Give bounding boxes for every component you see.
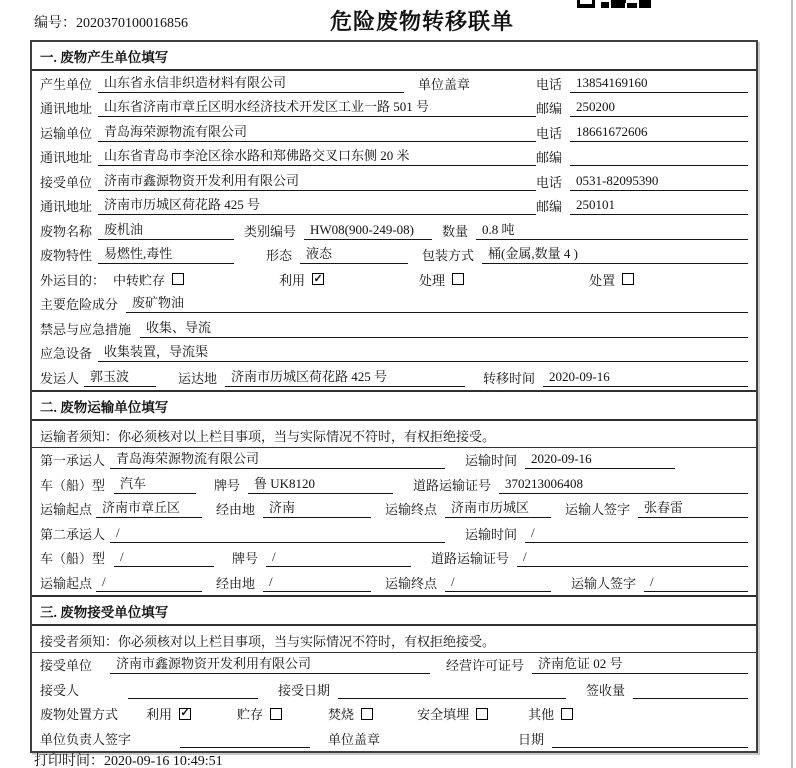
code-label: 类别编号 (244, 223, 297, 239)
row-producer-address (32, 96, 756, 121)
carrier-sign-value: 张春雷 (638, 499, 748, 518)
serial-number: 2020370100016856 (76, 16, 188, 31)
row-hazard-component (32, 292, 756, 317)
row-route2 (32, 570, 756, 595)
unit-seal-label: 单位盖章 (328, 731, 381, 747)
receiver-address-value: 济南市历城区荷花路 425 号 (98, 196, 536, 215)
row-accept-unit (32, 653, 756, 678)
row-waste-traits (32, 243, 756, 268)
disposal-option-landfill (417, 704, 488, 723)
receiver-zip-group (536, 196, 748, 215)
route-end-value: 济南市历城区 (445, 499, 551, 518)
license-label: 经营许可证号 (446, 658, 525, 674)
carrier1-label: 第一承运人 (40, 453, 106, 469)
receiver-phone-group (536, 172, 748, 191)
row-vehicle2 (32, 546, 756, 571)
transport-time-label: 运输时间 (465, 526, 518, 542)
form-state-label: 形态 (266, 248, 293, 264)
option-label: 贮存 (237, 707, 264, 723)
section1-header: 一. 废物产生单位填写 (32, 42, 756, 71)
carrier-sign-label: 运输人签字 (571, 575, 637, 591)
responsible-sign-label: 单位负责人签字 (40, 731, 132, 747)
date-value (552, 729, 748, 748)
row-producer (32, 71, 756, 96)
transfer-time-value: 2020-09-16 (543, 368, 748, 387)
zip-label: 邮编 (536, 150, 563, 166)
transporter-label: 运输单位 (40, 125, 93, 141)
row-responsible-sign (32, 726, 756, 751)
waste-name-label: 废物名称 (40, 223, 93, 239)
phone-label: 电话 (536, 125, 563, 141)
disposal-option-other (528, 704, 573, 723)
purpose-option-treat (419, 270, 464, 289)
disposal-option-utilize (146, 704, 191, 723)
row-receiver-address (32, 194, 756, 219)
accept-date-value (338, 680, 566, 699)
route-end-label: 运输终点 (385, 502, 438, 518)
waste-traits-label: 废物特性 (40, 248, 93, 264)
plate-label: 牌号 (232, 551, 259, 567)
checkbox-mark: ✓ (180, 707, 190, 720)
hazard-value: 废矿物油 (126, 294, 748, 313)
checkbox-icon (270, 708, 282, 720)
row-route1 (32, 497, 756, 522)
vehicle-type-label: 车（船）型 (40, 477, 106, 493)
license-value: 济南危证 02 号 (532, 655, 748, 674)
address-label: 通讯地址 (40, 199, 93, 215)
via-label: 经由地 (216, 502, 256, 518)
road-cert-value: / (517, 548, 748, 567)
transfer-time-label: 转移时间 (483, 370, 536, 386)
disposal-option-incinerate (328, 704, 373, 723)
phone-label: 电话 (536, 174, 563, 190)
route-start-value: / (96, 573, 202, 592)
acceptor-value (128, 680, 258, 699)
disposal-option-store (237, 704, 282, 723)
dispatcher-label: 发运人 (40, 370, 80, 386)
row-waste-name (32, 218, 756, 243)
checkbox-icon (561, 708, 573, 720)
transport-time-label: 运输时间 (465, 453, 518, 469)
qr-code-partial-icon (575, 0, 653, 8)
producer-phone-group (536, 74, 748, 93)
dispatcher-value: 郭玉波 (84, 368, 156, 387)
section3-notice: 接受者须知：你必须核对以上栏目事项，当与实际情况不符时，有权拒绝接受。 (32, 626, 756, 653)
destination-value: 济南市历城区荷花路 425 号 (225, 368, 465, 387)
row-carrier2 (32, 521, 756, 546)
pack-label: 包装方式 (422, 248, 475, 264)
receipt-qty-value (633, 680, 748, 699)
page-title: 危险废物转移联单 (330, 9, 515, 34)
vehicle-type-label: 车（船）型 (40, 551, 106, 567)
zip-label: 邮编 (536, 101, 563, 117)
equipment-value: 收集装置，导流渠 (98, 343, 748, 362)
purpose-option-dispose (589, 270, 634, 289)
row-emergency-equipment (32, 341, 756, 366)
transporter-phone-group (536, 123, 748, 142)
receiver-label: 接受单位 (40, 174, 93, 190)
address-label: 通讯地址 (40, 101, 93, 117)
equipment-label: 应急设备 (40, 346, 93, 362)
accept-date-label: 接受日期 (278, 682, 331, 698)
checkbox-icon (172, 273, 184, 285)
section2-notice: 运输者须知：你必须核对以上栏目事项，当与实际情况不符时，有权拒绝接受。 (32, 421, 756, 448)
row-transporter-address (32, 145, 756, 170)
option-label: 焚烧 (328, 707, 355, 723)
carrier2-time-value: / (525, 524, 748, 543)
road-cert-label: 道路运输证号 (413, 477, 492, 493)
row-receiver (32, 169, 756, 194)
route-start-label: 运输起点 (40, 502, 93, 518)
transporter-address-value: 山东省青岛市李沧区徐水路和郑佛路交叉口东侧 20 米 (98, 147, 536, 166)
zip-label: 邮编 (536, 199, 563, 215)
purpose-label: 外运目的： (40, 272, 106, 288)
plate-label: 牌号 (214, 477, 241, 493)
option-label: 利用 (279, 272, 306, 288)
serial-number-line (34, 12, 188, 32)
row-taboo-measures (32, 316, 756, 341)
checkbox-mark: ✓ (313, 272, 323, 285)
vehicle-type-value: / (114, 548, 214, 567)
hazard-label: 主要危险成分 (40, 297, 119, 313)
receipt-qty-label: 签收量 (586, 682, 626, 698)
carrier2-label: 第二承运人 (40, 526, 106, 542)
plate-value: 鲁 UK8120 (248, 475, 393, 494)
option-label: 安全填埋 (417, 707, 470, 723)
producer-zip-value: 250200 (570, 98, 748, 117)
waste-name-value: 废机油 (98, 221, 234, 240)
carrier1-value: 青岛海荣源物流有限公司 (110, 450, 445, 469)
purpose-option-utilize (279, 270, 324, 289)
purpose-option-transfer-storage (113, 270, 184, 289)
producer-phone-value: 13854169160 (570, 74, 748, 93)
checkbox-icon (476, 708, 488, 720)
form-state-value: 液态 (300, 245, 408, 264)
accept-unit-value: 济南市鑫源物资开发利用有限公司 (110, 655, 430, 674)
road-cert-value: 370213006408 (499, 475, 748, 494)
receiver-phone-value: 0531-82095390 (570, 172, 748, 191)
transporter-value: 青岛海荣源物流有限公司 (98, 123, 536, 142)
producer-address-value: 山东省济南市章丘区明水经济技术开发区工业一路 501 号 (98, 98, 536, 117)
carrier2-value: / (110, 524, 445, 543)
row-dispatch (32, 365, 756, 390)
pack-value: 桶(金属,数量 4 ) (482, 245, 748, 264)
transporter-zip-value (570, 147, 748, 166)
taboo-label: 禁忌与应急措施 (40, 321, 132, 337)
row-transporter (32, 120, 756, 145)
phone-label: 电话 (535, 76, 562, 92)
transfer-form-table (30, 40, 758, 753)
vehicle-type-value: 汽车 (114, 475, 196, 494)
code-value: HW08(900-249-08) (304, 221, 432, 240)
row-vehicle1 (32, 472, 756, 497)
row-acceptor (32, 677, 756, 702)
print-time-value: 2020-09-16 10:49:51 (104, 754, 223, 768)
row-purpose (32, 267, 756, 292)
print-time-line (34, 750, 223, 768)
qty-value: 0.8 吨 (476, 221, 748, 240)
address-label: 通讯地址 (40, 150, 93, 166)
date-label: 日期 (518, 731, 545, 747)
serial-label: 编号： (34, 16, 76, 31)
receiver-value: 济南市鑫源物资开发利用有限公司 (98, 172, 536, 191)
option-label: 处理 (419, 272, 446, 288)
carrier-sign-label: 运输人签字 (565, 502, 631, 518)
producer-value: 山东省永信非织造材料有限公司 (98, 74, 404, 93)
option-label: 处置 (589, 272, 616, 288)
route-end-label: 运输终点 (385, 575, 438, 591)
carrier1-time-value: 2020-09-16 (525, 450, 675, 469)
option-label: 中转贮存 (113, 272, 166, 288)
checkbox-icon (452, 273, 464, 285)
destination-label: 运达地 (178, 370, 218, 386)
print-time-label: 打印时间： (34, 754, 104, 768)
transporter-phone-value: 18661672606 (570, 123, 748, 142)
checkbox-checked-icon (312, 273, 324, 285)
section3-header: 三. 废物接受单位填写 (32, 595, 756, 626)
disposal-label: 废物处置方式 (40, 707, 119, 723)
route-end-value: / (445, 573, 551, 592)
checkbox-icon (622, 273, 634, 285)
receiver-zip-value: 250101 (570, 196, 748, 215)
road-cert-label: 道路运输证号 (431, 551, 510, 567)
option-label: 利用 (146, 707, 173, 723)
route-start-value: 济南市章丘区 (96, 499, 202, 518)
checkbox-checked-icon (179, 708, 191, 720)
waste-traits-value: 易燃性,毒性 (98, 245, 234, 264)
seal-label: 单位盖章 (418, 76, 471, 92)
route-start-label: 运输起点 (40, 575, 93, 591)
checkbox-icon (361, 708, 373, 720)
section2-header: 二. 废物运输单位填写 (32, 390, 756, 421)
taboo-value: 收集、导流 (140, 319, 748, 338)
plate-value: / (266, 548, 411, 567)
acceptor-label: 接受人 (40, 682, 80, 698)
producer-zip-group (536, 98, 748, 117)
via-value: / (263, 573, 371, 592)
via-label: 经由地 (216, 575, 256, 591)
row-carrier1 (32, 448, 756, 473)
row-disposal-method (32, 702, 756, 727)
transporter-zip-group (536, 147, 748, 166)
producer-label: 产生单位 (40, 76, 93, 92)
via-value: 济南 (263, 499, 371, 518)
option-label: 其他 (528, 707, 555, 723)
page-edge-divider (791, 0, 793, 768)
accept-unit-label: 接受单位 (40, 658, 93, 674)
carrier-sign-value: / (644, 573, 748, 592)
qty-label: 数量 (442, 223, 469, 239)
responsible-sign-value (180, 729, 310, 748)
